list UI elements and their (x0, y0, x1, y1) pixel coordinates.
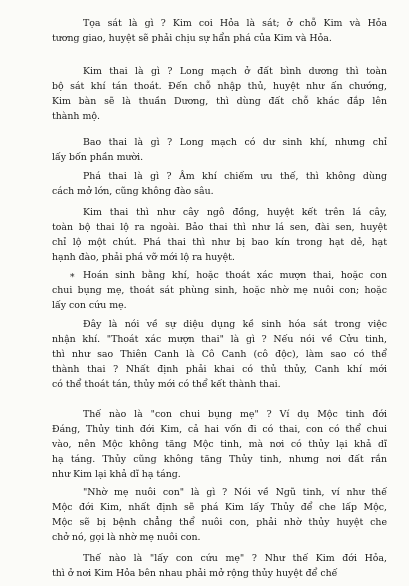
text-line: Bao thai là gì ? Long mạch có dư sinh khí, nhưng chỉ (83, 137, 387, 148)
text-line: Kim bàn sẽ là thuần Dương, thì dùng đất chỗ khác đắp lên (52, 96, 387, 107)
text-line: Thế nào là "con chui bụng mẹ" ? Ví dụ Mộc tinh đới (83, 409, 387, 420)
text-line: Đây là nói về sự diệu dụng kề sinh hóa sát trong việc (83, 319, 387, 330)
text-line: Hoán sinh bằng khí, hoặc thoát xác mượn thai, hoặc con (83, 270, 387, 281)
text-line: chở nó, gọi là nhờ mẹ nuôi con. (52, 532, 201, 543)
text-line: Tọa sát là gì ? Kim coi Hỏa là sát; ở chỗ Kim và Hỏa (83, 18, 387, 29)
text-line: thành thai ? Nhất định phải khai có thủ thủy, Canh khí mới (52, 364, 387, 375)
text-line: Kim thai là gì ? Long mạch ở đất bình dương thì toàn (83, 66, 387, 77)
text-line: Phá thai là gì ? Âm khí chiếm ưu thế, thì không dùng (83, 171, 387, 182)
text-line: toàn bộ thai lộ ra ngoài. Bảo thai thì như lá sen, đài sen, huyệt (52, 222, 387, 233)
text-line: tương giao, huyệt sẽ phải chịu sự hẩn phá của Kim và Hỏa. (52, 33, 332, 44)
text-line: Thế nào là "lấy con cứu mẹ" ? Như thế Kim đới Hỏa, (83, 553, 387, 564)
text-line: "Nhờ mẹ nuôi con" là gì ? Nói về Ngũ tinh, ví như thế (83, 487, 387, 498)
text-line: Kim thai thì như cây ngô đồng, huyệt kết trên lá cây, (83, 207, 387, 218)
text-line: vào, nên Mộc không tăng Mộc tinh, mà nơi có thủy lại khả dĩ (52, 439, 387, 450)
text-line: Đáng, Thủy tinh đới Kim, cả hai vốn đi có thai, con có thể chui (52, 424, 387, 435)
text-line: hạ táng. Thủy cũng không tăng Thủy tinh, nhưng nơi đất rắn (52, 454, 387, 465)
text-line: Mộc đới Kim, nhất định sẽ phá Kim lấy Thủy để che lấp Mộc, (52, 502, 387, 513)
text-line: Mộc sẽ bị bệnh chẳng thể nuôi con, phải nhờ thủy huyệt che (52, 517, 387, 528)
text-line: chỉ lộ một chút. Phá thai thì như bị bao kín trong hạt dẻ, hạt (52, 237, 387, 248)
text-line: bộ sát khí tán thoát. Đến chỗ nhập thủ, huyệt như ấn chướng, (52, 81, 387, 92)
text-line: chui bụng mẹ, thoát sát phùng sinh, hoặc nhờ mẹ nuôi con; hoặc (52, 285, 387, 296)
text-line: hạnh đào, phải phá vỡ mới lộ ra huyệt. (52, 252, 235, 263)
bullet-mark: * (70, 273, 75, 283)
text-line: thành mộ. (52, 111, 100, 122)
text-line: thì ở nơi Kim Hỏa bên nhau phải mở rộng thủy huyệt để chế (52, 568, 338, 579)
text-line: nhận khí. "Thoát xác mượn thai" là gì ? Nếu nói về Cửu tinh, (52, 334, 387, 345)
text-line: như Kim lại khả dĩ hạ táng. (52, 469, 181, 480)
text-line: có thể thoát tán, thủy mới có thể kết thành thai. (52, 379, 281, 390)
text-line: thì như sao Thiên Canh là Cô Canh (cô độc), làm sao có thể (52, 349, 387, 360)
text-line: lấy bốn phần mười. (52, 152, 144, 163)
text-line: lấy con cứu mẹ. (52, 300, 127, 311)
text-line: cách mở lớn, cũng không đào sâu. (52, 186, 214, 197)
